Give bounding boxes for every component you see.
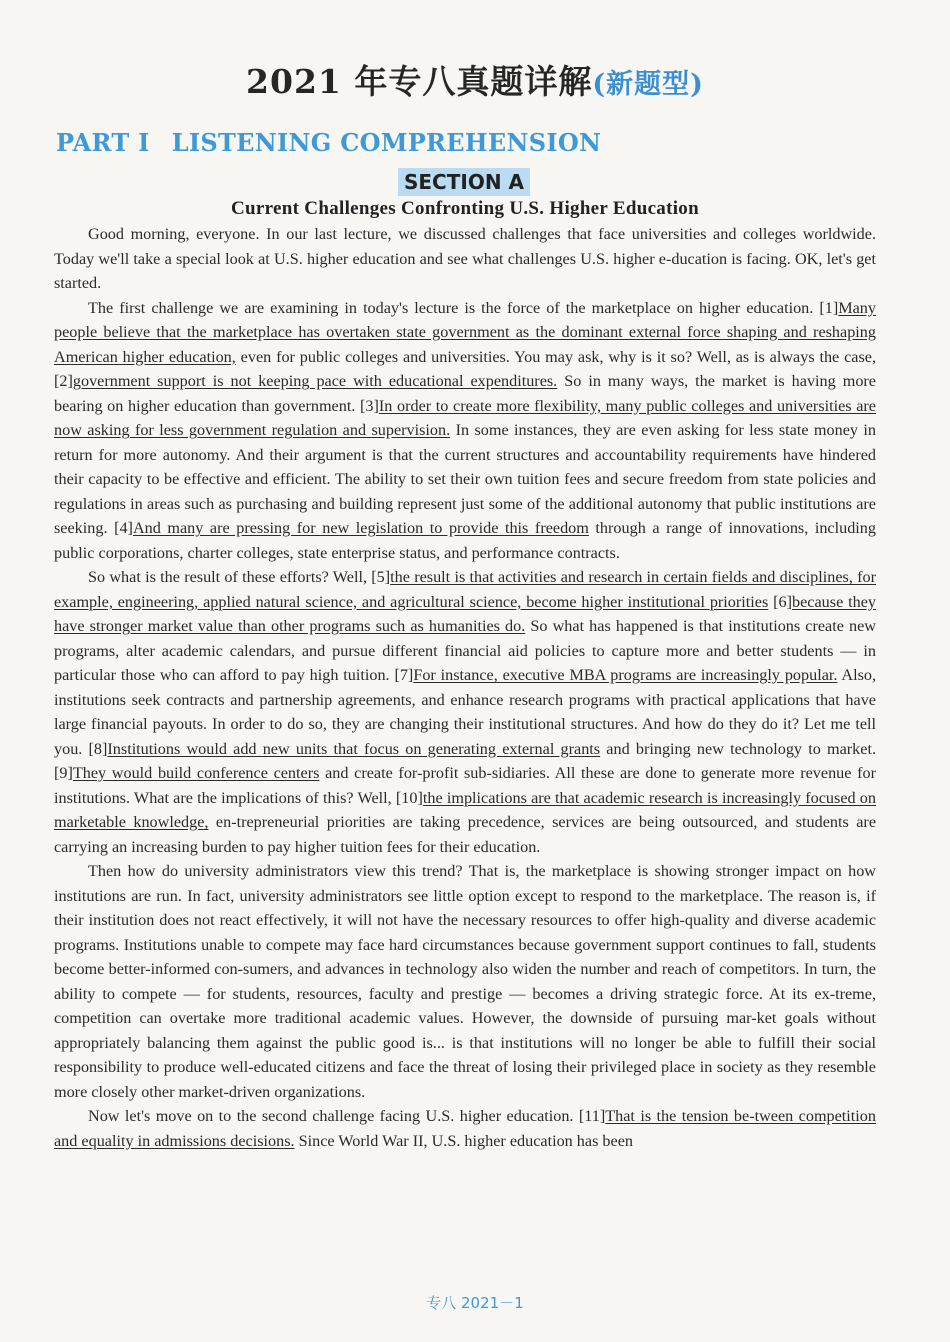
part-heading (56, 128, 601, 157)
paragraph-text: So in many ways, the market is having more bearing on higher education than government. [3] (54, 372, 876, 415)
transcript-paragraph (54, 296, 876, 566)
paragraph-text: So what is the result of these efforts? Well, [5] (88, 568, 391, 586)
paragraph-text: In some instances, they are even asking for less state money in return for more autonomy. And their argument is that the current structures and accountability requirements have hindered their capacity to be effective and efficient. The ability to set their own tuition fees and secure freedom from state policies and regulations in areas such as purchasing and building represent just some of the additional autonomy that public institutions are seeking. [4] (54, 421, 876, 537)
transcript-paragraph (54, 222, 876, 296)
transcript-paragraph (54, 565, 876, 859)
underlined-answer-text: For instance, executive MBA programs are increasingly popular. (413, 666, 838, 684)
lecture-transcript (54, 222, 876, 1153)
paragraph-text: en-trepreneurial priorities are taking precedence, services are being outsourced, and students are carrying an increasing burden to pay higher tuition fees for their education. (54, 813, 877, 856)
paragraph-text: Good morning, everyone. In our last lecture, we discussed challenges that face universities and colleges worldwide. Today we'll take a special look at U.S. higher education and see what challenges U.S. higher e-ducation is facing. OK, let's get started. (54, 225, 876, 292)
paragraph-text: Also, institutions seek contracts and partnership agreements, and enhance research programs with practical applications that have large financial payouts. In order to do so, they are changing their institutional structures. And how do they do it? Let me tell you. [8] (54, 666, 877, 758)
paragraph-text: The first challenge we are examining in today's lecture is the force of the marketplace on higher education. [1] (88, 298, 839, 317)
paragraph-text: even for public colleges and universities. You may ask, why is it so? Well, as is always the case, [2] (54, 347, 876, 390)
section-badge: SECTION A (398, 168, 530, 196)
underlined-answer-text: the result is that activities and research in certain fields and disciplines, for example, engineering, applied natural science, and agricultural science, become higher institutional priorities (54, 568, 877, 611)
part-title: LISTENING COMPREHENSION (171, 128, 602, 157)
underlined-answer-text: the implications are that academic research is increasingly focused on marketable knowledge, (54, 788, 876, 831)
page-title (0, 56, 950, 103)
part-number: PART I (56, 128, 150, 157)
underlined-answer-text: And many are pressing for new legislation to provide this freedom (132, 519, 589, 537)
paragraph-text: Now let's move on to the second challenge facing U.S. higher education. [11] (88, 1107, 606, 1125)
underlined-answer-text: because they have stronger market value than other programs such as humanities do. (54, 592, 876, 635)
title-main: 2021 年专八真题详解 (246, 62, 593, 101)
paragraph-text: and bringing new technology to market. [9] (54, 739, 877, 782)
paragraph-text: through a range of innovations, including public corporations, charter colleges, state enterprise status, and performance contracts. (54, 519, 876, 562)
paragraph-text: [6] (768, 592, 793, 611)
underlined-answer-text: Institutions would add new units that focus on generating external grants (107, 739, 601, 758)
underlined-answer-text: They would build conference centers (72, 764, 320, 782)
lecture-title: Current Challenges Confronting U.S. Higher Education (231, 198, 699, 219)
transcript-paragraph (54, 859, 876, 1104)
paragraph-text: So what has happened is that institutions create new programs, alter academic calendars, and pursue different financial aid policies to capture more and better students — in particular those who can afford to pay high tuition. [7] (54, 617, 876, 684)
underlined-answer-text: That is the tension be-tween competition and equality in admissions decisions. (54, 1107, 876, 1150)
underlined-answer-text: In order to create more flexibility, many public colleges and universities are now asking for less government regulation and supervision. (54, 396, 876, 439)
page-footer: 专八 2021－1 (426, 1294, 524, 1312)
underlined-answer-text: government support is not keeping pace with educational expenditures. (72, 372, 558, 390)
paragraph-text: and create for-profit sub-sidiaries. All these are done to generate more revenue for institutions. What are the implications of this? Well, [10] (54, 764, 876, 807)
paragraph-text: Since World War II, U.S. higher education has been (294, 1131, 633, 1150)
paragraph-text: Then how do university administrators view this trend? That is, the marketplace is showing stronger impact on how institutions are run. In fact, university administrators see little option except to respond to the marketplace. The reason is, if their institution does not react effectively, it will not have the necessary resources to offer high-quality and diverse academic programs. Institutions unable to compete may face hard circumstances because government support continues to fall, students become better-informed con-sumers, and advances in technology also widen the number and reach of competitors. In turn, the ability to compete — for students, resources, faculty and prestige — becomes a driving strategic force. At its ex-treme, competition can overtake more traditional academic values. However, the downside of pursuing mar-ket goals without appropriately balancing them against the public good is... is that institutions will no longer be able to fulfill their social responsibility to produce well-educated citizens and face the threat of losing their privileged place in society as they resemble more closely other market-driven organizations. (54, 862, 876, 1101)
transcript-paragraph (54, 1104, 876, 1153)
underlined-answer-text: Many people believe that the marketplace has overtaken state government as the dominant external force shaping and reshaping American higher education, (54, 298, 876, 366)
title-subtitle-tag: (新题型) (592, 69, 704, 100)
